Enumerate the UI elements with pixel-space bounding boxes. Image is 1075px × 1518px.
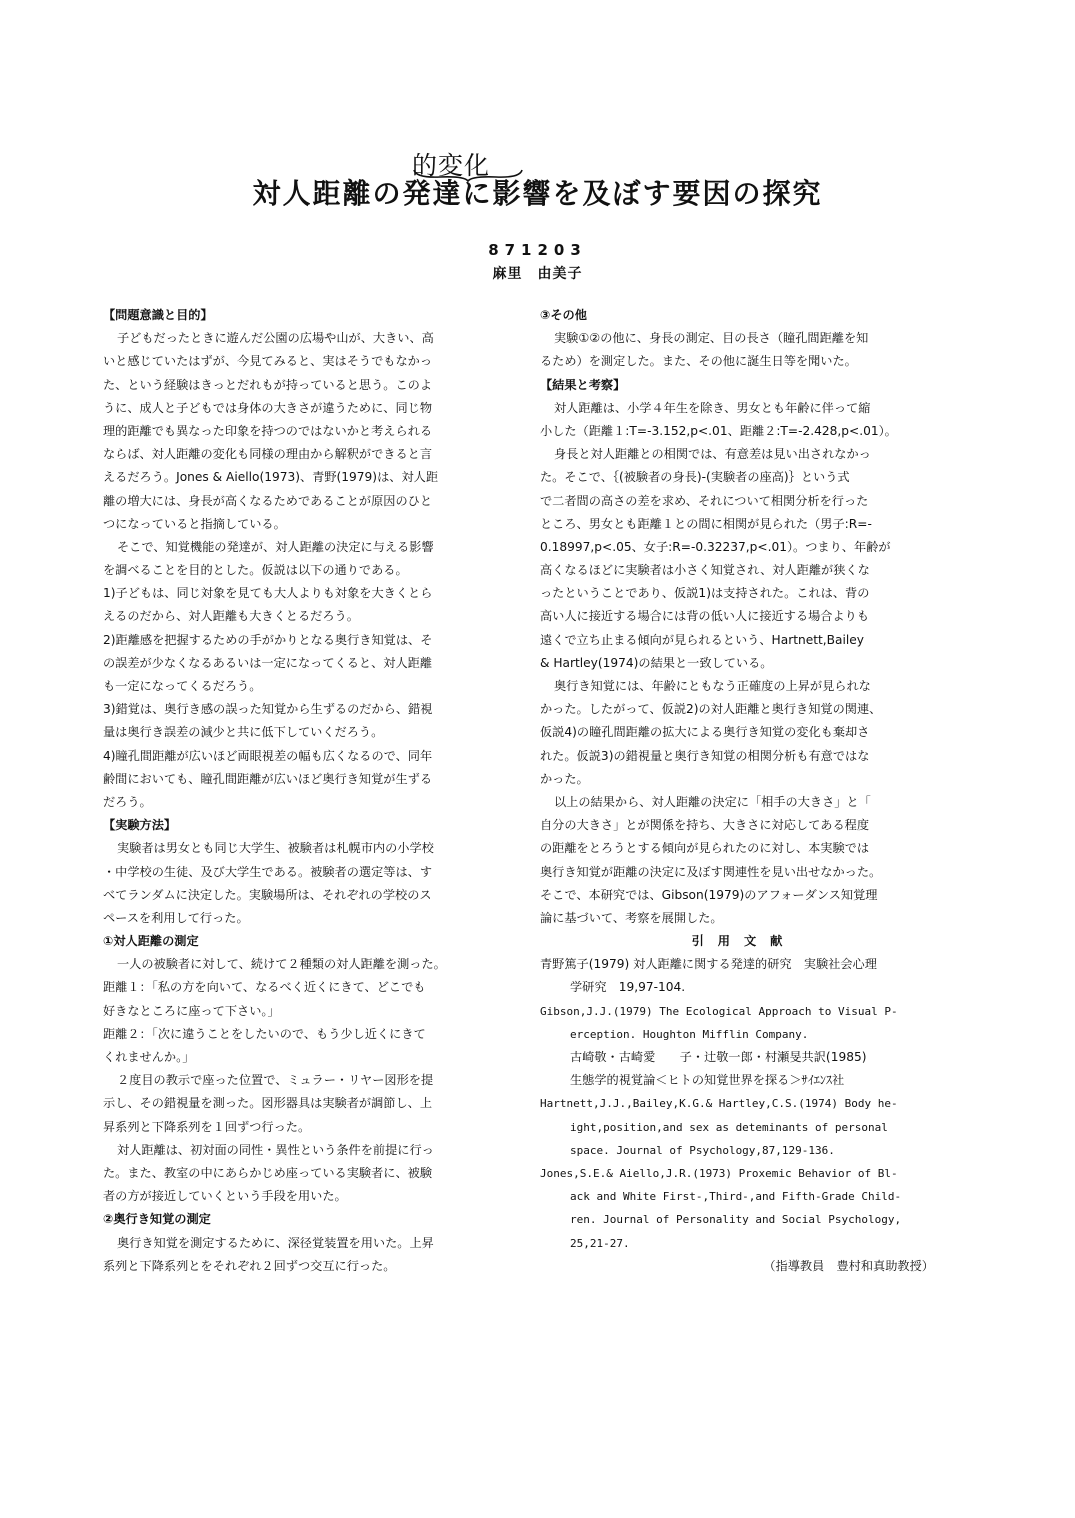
section-heading: ①対人距離の測定 (103, 934, 199, 949)
text-line: の誤差が少なくなるあるいは一定になってくると、対人距離 (103, 655, 433, 670)
text-line: 小した（距離１:T=-3.152,p<.01、距離２:T=-2.428,p<.01）。 (540, 423, 897, 438)
text-line: 者の方が接近していくという手段を用いた。 (103, 1189, 347, 1204)
title-correction-annotation: 的変化 (412, 151, 491, 180)
text-line: で二者間の高さの差を求め、それについて相関分析を行った (540, 493, 869, 508)
text-line: た。また、教室の中にあらかじめ座っている実験者に、被験 (103, 1165, 433, 1180)
student-id: 871203 (488, 241, 587, 259)
text-line: 距離１：「私の方を向いて、なるべく近くにきて、どこでも (103, 980, 426, 995)
section-heading: 【実験方法】 (103, 818, 177, 833)
text-line: るため）を測定した。また、その他に誕生日等を聞いた。 (540, 354, 857, 369)
text-line: 理的距離でも異なった印象を持つのではないかと考えられる (103, 423, 433, 438)
text-line: 遠くで立ち止まる傾向が見られるという、Hartnett,Bailey (540, 632, 864, 647)
section-heading: ack and White First-,Third-,and Fifth-Grade Child- (570, 1190, 902, 1204)
text-line: うに、成人と子どもでは身体の大きさが違うために、同じ物 (103, 400, 433, 415)
text-line: 自分の大きさ」とが関係を持ち、大きさに対応してある程度 (540, 818, 870, 833)
section-heading: 学研究 19,97-104. (570, 980, 686, 995)
text-line: Gibson,J.J.(1979) The Ecological Approach to Visual P- (540, 1004, 898, 1018)
text-line: 対人距離は、小学４年生を除き、男女とも年齢に伴って縮 (554, 400, 871, 415)
text-line: ・中学校の生徒、及び大学生である。被験者の選定等は、す (103, 864, 433, 879)
section-heading: （指導教員 豊村和真助教授） (763, 1258, 934, 1273)
text-line: 引用文献 (691, 934, 797, 949)
text-line: かった。 (540, 771, 589, 786)
text-line: Hartnett,J.J.,Bailey,K.G.& Hartley,C.S.(1974) Body he- (540, 1097, 898, 1111)
section-heading: ren. Journal of Personality and Social Psychology, (570, 1213, 902, 1227)
text-line: 1)子どもは、同じ対象を見ても大人よりも対象を大きくとら (103, 586, 433, 601)
text-line: 高い人に接近する場合には背の低い人に接近する場合よりも (540, 609, 870, 624)
text-line: 実験者は男女とも同じ大学生、被験者は札幌市内の小学校 (117, 841, 434, 856)
text-line: 昇系列と下降系列を１回ずつ行った。 (103, 1119, 311, 1134)
text-line: 高くなるほどに実験者は小さく知覚され、対人距離が狭くな (540, 563, 870, 578)
section-heading: 生態学的視覚論＜ヒトの知覚世界を探る＞ｻｲｴﾝｽ社 (570, 1073, 845, 1088)
text-line: 4)瞳孔間距離が広いほど両眼視差の幅も広くなるので、同年 (103, 748, 433, 763)
section-heading: space. Journal of Psychology,87,129-136. (570, 1143, 835, 1157)
section-heading: 古崎敬・古崎愛 子・辻敬一郎・村瀬旻共訳(1985) (570, 1050, 867, 1064)
text-line: 齢間においても、瞳孔間距離が広いほど奥行き知覚が生ずる (103, 771, 433, 786)
text-line: えるのだから、対人距離も大きくとるだろう。 (103, 609, 359, 624)
section-heading: ③その他 (540, 308, 587, 322)
text-line: 対人距離は、初対面の同性・異性という条件を前提に行っ (117, 1142, 434, 1157)
section-heading: erception. Houghton Mifflin Company. (570, 1027, 809, 1041)
section-heading: 25,21-27. (570, 1236, 630, 1250)
text-line: ペースを利用して行った。 (103, 910, 249, 925)
text-line: 奥行き知覚が距離の決定に及ぼす関連性を見い出せなかった。 (540, 864, 882, 879)
text-line: 0.18997,p<.05、女子:R=-0.32237,p<.01）。つまり、年齢が (540, 539, 891, 554)
text-line: 実験①②の他に、身長の測定、目の長さ（瞳孔間距離を知 (554, 331, 869, 346)
text-line: 身長と対人距離との相関では、有意差は見い出されなかっ (554, 447, 871, 462)
text-line: 以上の結果から、対人距離の決定に「相手の大きさ」と「 (554, 794, 871, 809)
text-line: 好きなところに座って下さい。」 (103, 1003, 280, 1018)
right-column (540, 304, 948, 1278)
text-line: 3)錯覚は、奥行き感の誤った知覚から生ずるのだから、錯視 (103, 702, 433, 717)
text-line: そこで、本研究では、Gibson(1979)のアフォーダンス知覚理 (540, 887, 878, 902)
text-line: た、という経験はきっとだれもが持っていると思う。このよ (103, 377, 433, 392)
text-line: ったということであり、仮説1)は支持された。これは、背の (540, 586, 870, 601)
text-line: 量は奥行き誤差の減少と共に低下していくだろう。 (103, 725, 384, 740)
text-line: ２度目の教示で座った位置で、ミュラー・リヤー図形を提 (117, 1073, 434, 1088)
text-line: & Hartley(1974)の結果と一致している。 (540, 655, 773, 670)
text-line: 奥行き知覚を測定するために、深径覚装置を用いた。上昇 (117, 1235, 434, 1250)
text-line: を調べることを目的とした。仮説は以下の通りである。 (103, 563, 408, 578)
text-line: も一定になってくるだろう。 (103, 679, 262, 693)
text-line: えるだろう。Jones & Aiello(1973)、青野(1979)は、対人距 (103, 470, 439, 485)
text-line: の距離をとろうとする傾向が見られたのに対し、本実験では (540, 841, 870, 856)
text-line: べてランダムに決定した。実験場所は、それぞれの学校のス (103, 887, 432, 902)
text-line: た。そこで、｛(被験者の身長)-(実験者の座高)｝という式 (540, 470, 850, 485)
text-line: つになっていると指摘している。 (103, 516, 286, 531)
text-line: 奥行き知覚には、年齢にともなう正確度の上昇が見られな (554, 679, 871, 693)
text-line: れた。仮説3)の錯視量と奥行き知覚の相関分析も有意ではな (540, 748, 870, 763)
author-name: 麻里 由美子 (492, 266, 583, 282)
text-line: だろう。 (103, 794, 152, 809)
section-heading: ②奥行き知覚の測定 (103, 1212, 211, 1227)
text-line: ならば、対人距離の変化も同様の理由から解釈ができると言 (103, 447, 433, 462)
text-line: 離の増大には、身長が高くなるためであることが原因のひと (103, 493, 433, 508)
text-line: 子どもだったときに遊んだ公園の広場や山が、大きい、高 (117, 331, 434, 346)
text-line: いと感じていたはずが、今見てみると、実はそうでもなかっ (103, 354, 433, 369)
text-line: 2)距離感を把握するための手がかりとなる奥行き知覚は、そ (103, 632, 433, 647)
text-line: 青野篤子(1979) 対人距離に関する発達的研究 実験社会心理 (540, 957, 877, 972)
text-line: 一人の被験者に対して、続けて２種類の対人距離を測った。 (117, 957, 446, 972)
text-line: ところ、男女とも距離１との間に相関が見られた（男子:R=- (540, 516, 872, 531)
text-line: くれませんか。」 (103, 1050, 195, 1064)
text-line: 系列と下降系列とをそれぞれ２回ずつ交互に行った。 (103, 1258, 396, 1273)
section-heading: ight,position,and sex as deteminants of personal (570, 1120, 888, 1134)
text-line: Jones,S.E.& Aiello,J.R.(1973) Proxemic Behavior of Bl- (540, 1166, 898, 1180)
text-line: 論に基づいて、考察を展開した。 (540, 910, 723, 925)
text-line: 距離２：「次に違うことをしたいので、もう少し近くにきて (103, 1026, 426, 1041)
left-column (103, 304, 503, 1278)
text-line: 示し、その錯視量を測った。図形器具は実験者が調節し、上 (103, 1096, 433, 1111)
text-line: そこで、知覚機能の発達が、対人距離の決定に与える影響 (117, 539, 434, 554)
paper-title: 対人距離の発達に影響を及ぼす要因の探究 (252, 177, 823, 210)
section-heading: 【結果と考察】 (540, 377, 626, 392)
section-heading: 【問題意識と目的】 (103, 308, 213, 322)
text-line: 仮説4)の瞳孔間距離の拡大による奥行き知覚の変化も棄却さ (540, 725, 870, 740)
text-line: かった。したがって、仮説2)の対人距離と奥行き知覚の関連、 (540, 702, 882, 717)
